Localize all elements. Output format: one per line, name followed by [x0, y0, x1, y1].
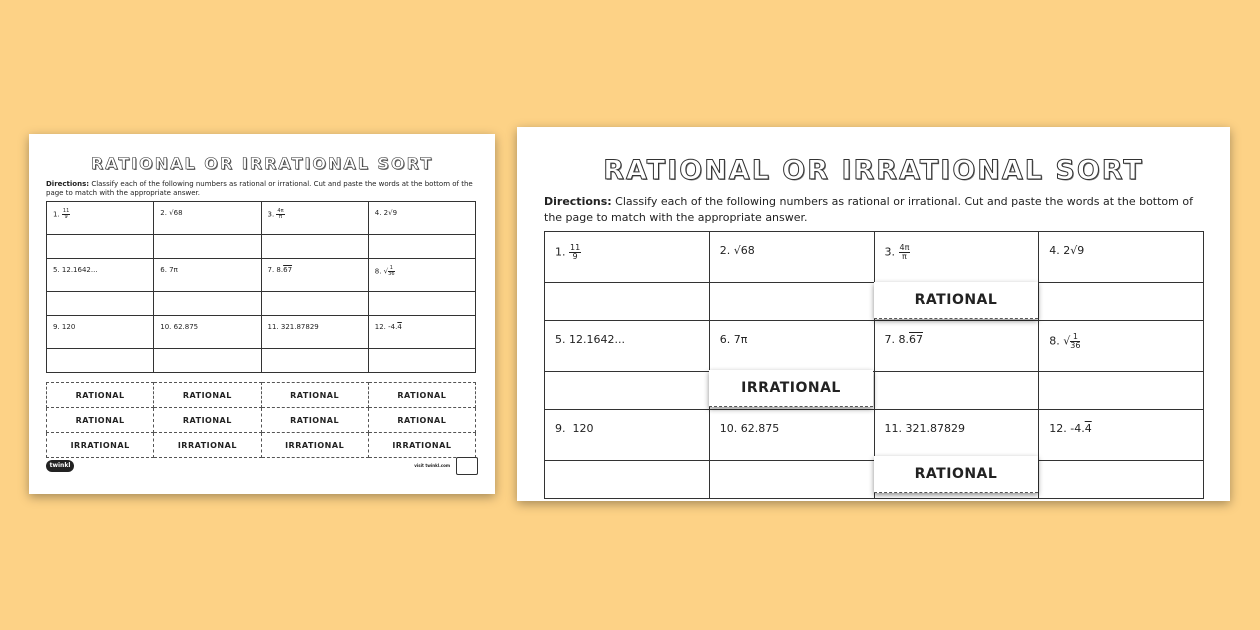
answer-cell[interactable]: [154, 349, 261, 373]
directions-large: [544, 194, 1203, 226]
problem-cell: 12. -4.4: [368, 316, 475, 349]
problem-cell: 9. 120: [545, 410, 710, 461]
problem-cell: 6. 7π: [154, 259, 261, 292]
visit-url: visit twinkl.com: [414, 463, 450, 468]
answer-cell[interactable]: [368, 292, 475, 316]
answer-cell[interactable]: [709, 461, 874, 499]
problem-cell: 8. √ $\frac{1}{36}$: [1039, 321, 1204, 372]
answer-cell[interactable]: [368, 235, 475, 259]
problem-cell: 6. 7π: [709, 321, 874, 372]
directions: [46, 180, 478, 198]
cutout-card[interactable]: RATIONAL: [47, 383, 154, 408]
problem-cell: 2. √68: [709, 232, 874, 283]
cutout-card[interactable]: IRRATIONAL: [261, 433, 368, 458]
answer-cell[interactable]: [709, 283, 874, 321]
problem-cell: 3. $\frac{4\pi}{\pi}$: [874, 232, 1039, 283]
answer-cell[interactable]: [1039, 283, 1204, 321]
problem-cell: 4. 2√9: [1039, 232, 1204, 283]
answer-cell[interactable]: [368, 349, 475, 373]
problem-cell: 9. 120: [47, 316, 154, 349]
problem-cell: 1. $\frac{11}{9}$: [545, 232, 710, 283]
problem-cell: 10. 62.875: [709, 410, 874, 461]
pasted-card-irrational-6[interactable]: IRRATIONAL: [709, 370, 873, 407]
answer-cell[interactable]: [261, 235, 368, 259]
problem-cell: 5. 12.1642...: [47, 259, 154, 292]
answer-cell[interactable]: [261, 292, 368, 316]
problem-cell: 2. √68: [154, 202, 261, 235]
cutout-card[interactable]: RATIONAL: [154, 408, 261, 433]
cutout-card[interactable]: RATIONAL: [47, 408, 154, 433]
cutout-card[interactable]: IRRATIONAL: [368, 433, 475, 458]
answer-cell[interactable]: [1039, 372, 1204, 410]
answer-cell[interactable]: [874, 372, 1039, 410]
cutout-card[interactable]: RATIONAL: [261, 408, 368, 433]
answer-cell[interactable]: [1039, 461, 1204, 499]
pasted-card-rational-3[interactable]: RATIONAL: [874, 282, 1038, 319]
cutout-card[interactable]: RATIONAL: [368, 383, 475, 408]
answer-cell[interactable]: [545, 461, 710, 499]
cutout-card[interactable]: IRRATIONAL: [154, 433, 261, 458]
problem-cell: 10. 62.875: [154, 316, 261, 349]
problem-cell: 12. -4.4: [1039, 410, 1204, 461]
problem-cell: 11. 321.87829: [874, 410, 1039, 461]
worksheet-title: RATIONAL OR IRRATIONAL SORT: [90, 154, 434, 173]
cutout-cards: [46, 382, 476, 458]
problem-cell: 7. 8.67: [874, 321, 1039, 372]
answer-cell[interactable]: [545, 283, 710, 321]
answer-cell[interactable]: [47, 235, 154, 259]
footer: [46, 454, 478, 478]
twinkl-logo: twinkl: [46, 460, 74, 472]
cutout-card[interactable]: IRRATIONAL: [47, 433, 154, 458]
worksheet-preview-small: [29, 134, 495, 494]
problem-cell: 4. 2√9: [368, 202, 475, 235]
directions-label: Directions:: [46, 180, 90, 188]
answer-cell[interactable]: [545, 372, 710, 410]
answer-cell[interactable]: [47, 292, 154, 316]
problem-cell: 7. 8.67: [261, 259, 368, 292]
pasted-card-rational-11[interactable]: RATIONAL: [874, 456, 1038, 493]
answer-cell[interactable]: [154, 292, 261, 316]
directions-text: Classify each of the following numbers as rational or irrational. Cut and paste the words at the bottom of the page to match with the appropriate answer.: [544, 195, 1193, 224]
problem-cell: 11. 321.87829: [261, 316, 368, 349]
answer-cell[interactable]: [261, 349, 368, 373]
cutout-card[interactable]: RATIONAL: [368, 408, 475, 433]
problem-cell: 3. $\frac{4\pi}{\pi}$: [261, 202, 368, 235]
worksheet-zoomed: [517, 127, 1230, 501]
directions-label: Directions:: [544, 195, 612, 208]
badge-icon: [456, 457, 478, 475]
answer-cell[interactable]: [47, 349, 154, 373]
problem-cell: 5. 12.1642...: [545, 321, 710, 372]
directions-text: Classify each of the following numbers as rational or irrational. Cut and paste the words at the bottom of the page to match with the appropriate answer.: [46, 180, 473, 197]
cutout-card[interactable]: RATIONAL: [154, 383, 261, 408]
problem-grid: [46, 201, 476, 373]
cutout-card[interactable]: RATIONAL: [261, 383, 368, 408]
problem-cell: 1. $\frac{11}{9}$: [47, 202, 154, 235]
problem-cell: 8. √ $\frac{1}{36}$: [368, 259, 475, 292]
answer-cell[interactable]: [154, 235, 261, 259]
worksheet-title-large: RATIONAL OR IRRATIONAL SORT: [603, 155, 1144, 186]
